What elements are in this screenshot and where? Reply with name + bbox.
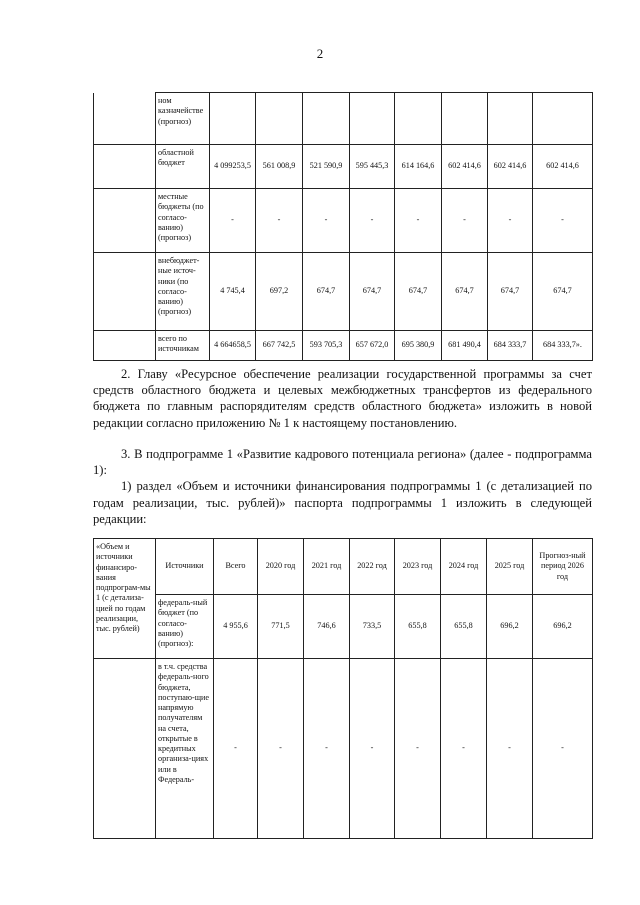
value-cell: - (488, 189, 533, 253)
table-row (94, 595, 593, 659)
value-cell (350, 93, 395, 145)
value-cell: - (258, 659, 304, 839)
value-cell: - (210, 189, 256, 253)
value-cell: 602 414,6 (533, 145, 593, 189)
page-number: 2 (316, 46, 324, 61)
value-cell: 696,2 (533, 595, 593, 659)
empty-cell (94, 189, 156, 253)
value-cell: 4 664658,5 (210, 331, 256, 361)
value-cell: - (395, 189, 442, 253)
value-cell: 674,7 (350, 253, 395, 331)
value-cell: - (442, 189, 488, 253)
source-label: областной бюджет (156, 145, 210, 189)
value-cell: 667 742,5 (256, 331, 303, 361)
funding-table-continued (93, 92, 593, 361)
value-cell: 595 445,3 (350, 145, 395, 189)
value-cell: - (256, 189, 303, 253)
table-row (94, 145, 593, 189)
column-header: 2022 год (350, 539, 395, 595)
column-header: 2024 год (441, 539, 487, 595)
value-cell: 746,6 (304, 595, 350, 659)
paragraph-text: 2. Главу «Ресурсное обеспечение реализации государственной программы за счет средств областного бюджета и целевых межбюджетных трансфертов из федерального бюджета по главным распорядителям средств областного бюджета» изложить в новой редакции согласно приложению № 1 к настоящему постановлению. (93, 367, 592, 430)
paragraph-text: 1) раздел «Объем и источники финансирования подпрограммы 1 (с детализацией по годам реализации, тыс. рублей)» паспорта подпрограммы 1 изложить в следующей редакции: (93, 479, 592, 526)
value-cell: 593 705,3 (303, 331, 350, 361)
empty-cell (94, 659, 156, 839)
value-cell: 602 414,6 (488, 145, 533, 189)
table-row (94, 93, 593, 145)
value-cell: 655,8 (395, 595, 441, 659)
value-cell: 674,7 (303, 253, 350, 331)
value-cell: - (533, 659, 593, 839)
value-cell: 4 099253,5 (210, 145, 256, 189)
value-cell: 681 490,4 (442, 331, 488, 361)
paragraph-2 (93, 366, 592, 431)
empty-cell (94, 253, 156, 331)
empty-cell (94, 145, 156, 189)
value-cell: 4 745,4 (210, 253, 256, 331)
column-header: 2021 год (304, 539, 350, 595)
paragraph-3 (93, 446, 592, 527)
table-header-row (94, 539, 593, 595)
value-cell: - (303, 189, 350, 253)
source-label: ном казначействе (прогноз) (156, 93, 210, 145)
value-cell: - (350, 189, 395, 253)
value-cell: 684 333,7». (533, 331, 593, 361)
value-cell: - (487, 659, 533, 839)
value-cell: 696,2 (487, 595, 533, 659)
value-cell (488, 93, 533, 145)
value-cell (256, 93, 303, 145)
value-cell: 695 380,9 (395, 331, 442, 361)
value-cell: 614 164,6 (395, 145, 442, 189)
section-label: «Объем и источники финансиро-вания подпрограм-мы 1 (с детализа-цией по годам реализации, тыс. рублей) (94, 539, 156, 659)
value-cell: 674,7 (533, 253, 593, 331)
value-cell: 4 955,6 (214, 595, 258, 659)
value-cell: 697,2 (256, 253, 303, 331)
column-header: Прогноз-ный период 2026 год (533, 539, 593, 595)
value-cell: - (214, 659, 258, 839)
empty-cell (94, 93, 156, 145)
value-cell: - (350, 659, 395, 839)
value-cell: - (533, 189, 593, 253)
value-cell: 561 008,9 (256, 145, 303, 189)
table-row (94, 189, 593, 253)
value-cell: 771,5 (258, 595, 304, 659)
table-row (94, 253, 593, 331)
table-row (94, 331, 593, 361)
value-cell (210, 93, 256, 145)
value-cell (303, 93, 350, 145)
value-cell: - (441, 659, 487, 839)
column-header: 2023 год (395, 539, 441, 595)
source-label: федераль-ный бюджет (по согласо-ванию) (прогноз): (156, 595, 214, 659)
empty-cell (94, 331, 156, 361)
value-cell: 674,7 (488, 253, 533, 331)
source-label: всего по источникам (156, 331, 210, 361)
source-label: в т.ч. средства федераль-ного бюджета, поступаю-щие напрямую получателям на счета, открытые в кредитных организа-циях или в Федераль- (156, 659, 214, 839)
column-header: Источники (156, 539, 214, 595)
value-cell: 733,5 (350, 595, 395, 659)
value-cell: 674,7 (442, 253, 488, 331)
table-row (94, 659, 593, 839)
source-label: внебюджет-ные источ-ники (по согласо-ванию) (прогноз) (156, 253, 210, 331)
value-cell: 674,7 (395, 253, 442, 331)
value-cell: 657 672,0 (350, 331, 395, 361)
value-cell: - (304, 659, 350, 839)
column-header: 2025 год (487, 539, 533, 595)
value-cell: - (395, 659, 441, 839)
paragraph-text: 3. В подпрограмме 1 «Развитие кадрового потенциала региона» (далее - подпрограмма 1): (93, 447, 592, 478)
value-cell: 684 333,7 (488, 331, 533, 361)
column-header: Всего (214, 539, 258, 595)
column-header: 2020 год (258, 539, 304, 595)
subprogram-funding-table (93, 538, 593, 839)
value-cell (442, 93, 488, 145)
source-label: местные бюджеты (по согласо-ванию) (прогноз) (156, 189, 210, 253)
value-cell: 521 590,9 (303, 145, 350, 189)
value-cell (533, 93, 593, 145)
value-cell: 602 414,6 (442, 145, 488, 189)
value-cell: 655,8 (441, 595, 487, 659)
value-cell (395, 93, 442, 145)
